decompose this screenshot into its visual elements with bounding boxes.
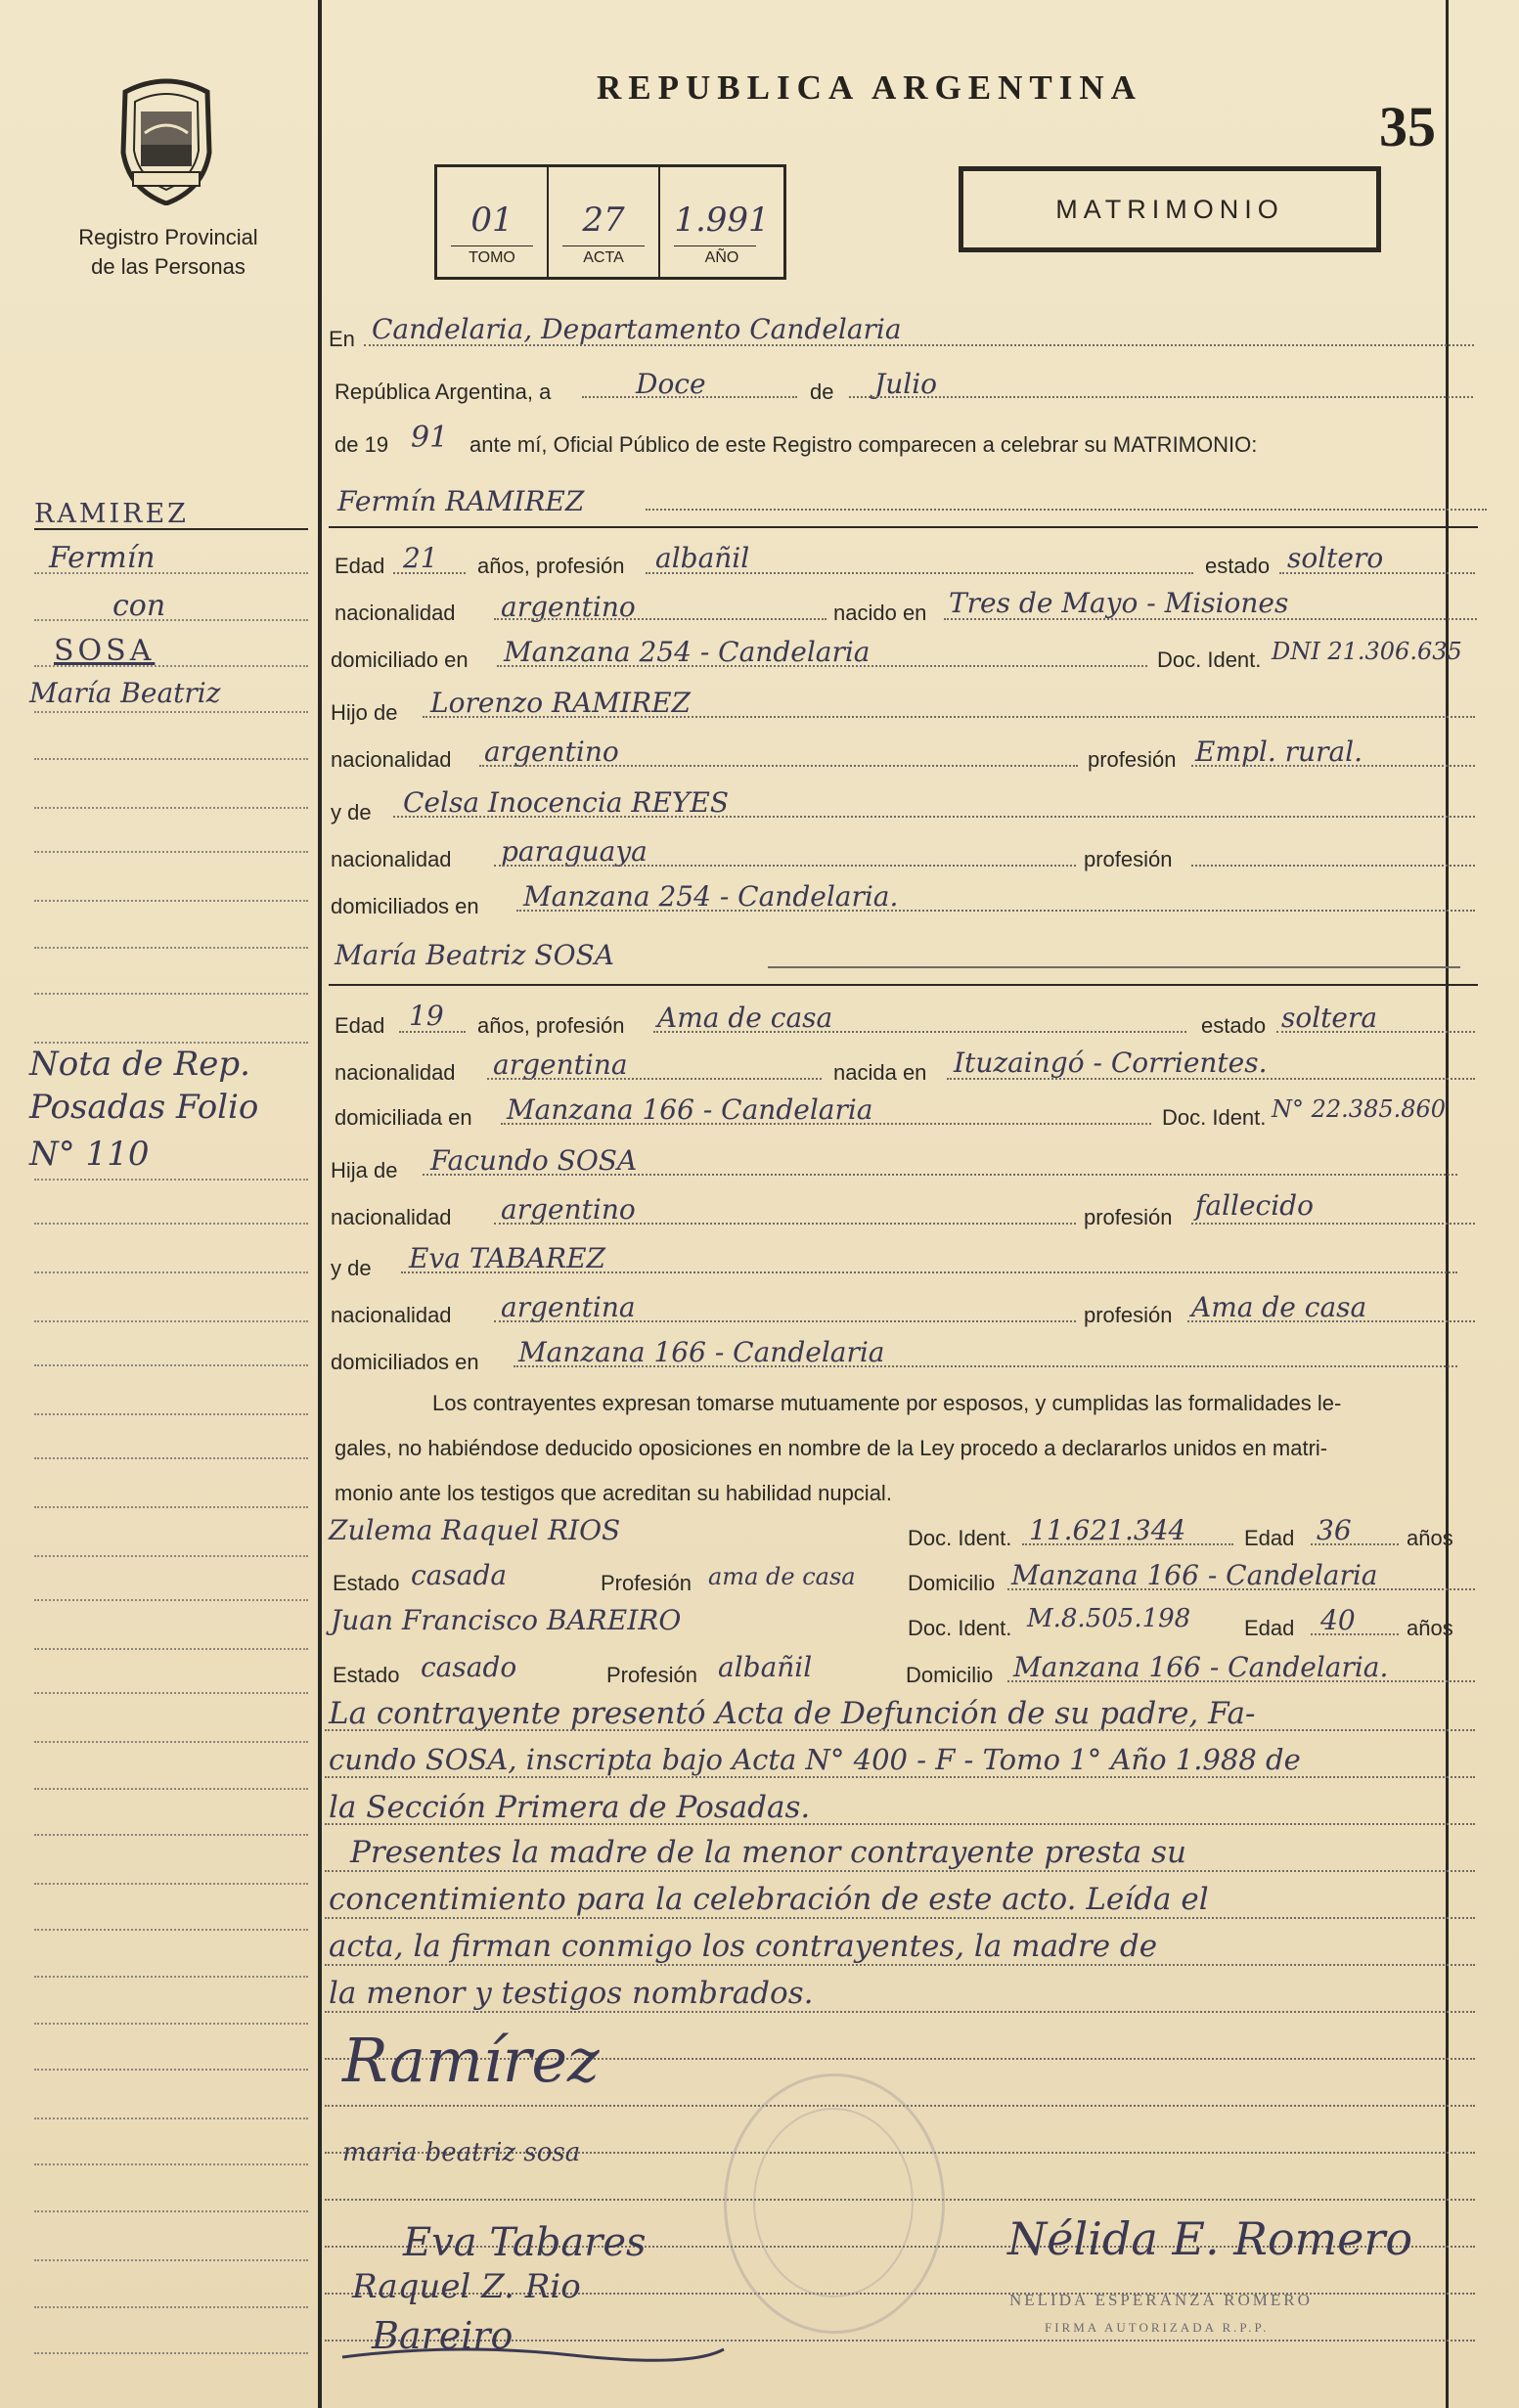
witness-2-age: 40 — [1320, 1604, 1356, 1636]
note-line-3: la Sección Primera de Posadas. — [329, 1790, 811, 1825]
margin-divider — [318, 0, 322, 2408]
witness-1-doc-label: Doc. Ident. — [908, 1526, 1012, 1550]
margin-bride-surname: SOSA — [54, 634, 156, 668]
registry-line-2: de las Personas — [91, 254, 246, 279]
bride-profession: Ama de casa — [657, 1002, 833, 1034]
bride-mother-nacionalidad-label: nacionalidad — [331, 1303, 452, 1327]
witness-1-address: Manzana 166 - Candelaria — [1011, 1559, 1378, 1591]
signature-groom: Ramírez — [342, 2025, 600, 2096]
witness-1-doc: 11.621.344 — [1029, 1514, 1186, 1546]
declaration-line-3: monio ante los testigos que acreditan su habilidad nupcial. — [335, 1481, 892, 1505]
bride-edad-label: Edad — [335, 1013, 385, 1038]
witness-2-doc-label: Doc. Ident. — [908, 1616, 1012, 1640]
groom-nacido-label: nacido en — [833, 601, 927, 625]
groom-yde-label: y de — [331, 800, 372, 825]
place-value: Candelaria, Departamento Candelaria — [372, 313, 902, 345]
note-line-5: concentimiento para la celebración de este acto. Leída el — [329, 1882, 1209, 1917]
year-suffix: 91 — [411, 421, 449, 455]
note-line-1: La contrayente presentó Acta de Defunción de su padre, Fa- — [329, 1696, 1256, 1731]
note-line-4: Presentes la madre de la menor contrayente presta su — [350, 1835, 1186, 1870]
bride-nationality: argentina — [493, 1048, 628, 1081]
groom-estado-label: estado — [1205, 554, 1271, 578]
witness-2-anos: años — [1407, 1616, 1453, 1640]
groom-mother-nacionalidad-label: nacionalidad — [331, 847, 452, 871]
misiones-seal-icon — [106, 74, 227, 205]
bride-birthplace: Ituzaingó - Corrientes. — [954, 1047, 1268, 1079]
witness-1-profesion-label: Profesión — [601, 1571, 692, 1595]
witness-1-profession: ama de casa — [708, 1563, 856, 1590]
country-title: REPUBLICA ARGENTINA — [597, 68, 1142, 107]
margin-bride-name: María Beatriz — [29, 677, 221, 709]
bride-nacida-label: nacida en — [833, 1060, 927, 1085]
bride-full-name: María Beatriz SOSA — [335, 939, 614, 971]
signature-official: Nélida E. Romero — [1007, 2212, 1413, 2265]
witness-2-profesion-label: Profesión — [606, 1663, 697, 1687]
year-prefix: de 19 — [335, 432, 389, 457]
groom-full-name: Fermín RAMIREZ — [337, 485, 585, 517]
groom-address: Manzana 254 - Candelaria — [504, 636, 871, 668]
bride-father-nationality: argentino — [501, 1193, 636, 1226]
groom-domiciliados-label: domiciliados en — [331, 894, 479, 918]
day-value: Doce — [636, 368, 706, 400]
ano-value: 1.991 — [674, 201, 770, 240]
bride-yde-label: y de — [331, 1256, 372, 1280]
witness-2-profession: albañil — [718, 1651, 813, 1683]
bride-mother-profesion-label: profesión — [1084, 1303, 1173, 1327]
witness-2-status: casado — [421, 1651, 517, 1683]
groom-mother: Celsa Inocencia REYES — [403, 786, 730, 819]
bride-father-profesion-label: profesión — [1084, 1205, 1173, 1229]
margin-groom-surname: RAMIREZ — [34, 499, 189, 529]
groom-father-profesion-label: profesión — [1088, 747, 1177, 772]
groom-father-profession: Empl. rural. — [1195, 736, 1363, 768]
note-line-2: cundo SOSA, inscripta bajo Acta N° 400 - F - Tomo 1° Año 1.988 de — [329, 1743, 1301, 1776]
official-printed-name: NELIDA ESPERANZA ROMERO — [1009, 2291, 1313, 2309]
signature-witness-2: Bareiro — [372, 2314, 514, 2357]
acta-cell — [549, 167, 660, 277]
bride-father-profession: fallecido — [1195, 1189, 1314, 1222]
bride-status: soltera — [1281, 1002, 1378, 1034]
witness-2-name: Juan Francisco BAREIRO — [331, 1604, 682, 1636]
month-value: Julio — [874, 368, 938, 400]
groom-nationality: argentino — [501, 591, 636, 623]
registry-line-1: Registro Provincial — [78, 225, 258, 249]
margin-note-2: Posadas Folio — [29, 1088, 259, 1127]
groom-domiciliado-label: domiciliado en — [331, 647, 469, 672]
groom-mother-nationality: paraguaya — [501, 835, 648, 868]
bride-father-nacionalidad-label: nacionalidad — [331, 1205, 452, 1229]
page-number: 35 — [1379, 95, 1436, 158]
groom-father-nacionalidad-label: nacionalidad — [331, 747, 452, 772]
witness-2-edad-label: Edad — [1244, 1616, 1295, 1640]
witness-1-name: Zulema Raquel RIOS — [329, 1514, 621, 1546]
margin-con: con — [112, 589, 166, 623]
bride-anos-profesion: años, profesión — [477, 1013, 625, 1038]
witness-1-status: casada — [411, 1559, 508, 1591]
witness-1-edad-label: Edad — [1244, 1526, 1295, 1550]
margin-note-1: Nota de Rep. — [29, 1045, 250, 1084]
tomo-value: 01 — [470, 201, 514, 240]
groom-edad-label: Edad — [335, 554, 385, 578]
en-label: En — [329, 327, 355, 351]
groom-doc: DNI 21.306.635 — [1272, 638, 1462, 665]
groom-doc-label: Doc. Ident. — [1157, 647, 1262, 672]
bride-father: Facundo SOSA — [430, 1144, 638, 1177]
witness-2-doc: M.8.505.198 — [1027, 1604, 1191, 1633]
groom-age: 21 — [403, 542, 438, 574]
margin-note-3: N° 110 — [29, 1135, 150, 1174]
groom-profession: albañil — [655, 542, 750, 574]
tomo-label: TOMO — [469, 249, 515, 266]
tomo-acta-ano-box — [434, 164, 786, 280]
registry-name — [51, 223, 286, 282]
bride-doc-label: Doc. Ident. — [1162, 1105, 1267, 1130]
bride-hija-label: Hija de — [331, 1158, 398, 1182]
witness-1-anos: años — [1407, 1526, 1453, 1550]
bride-doc: N° 22.385.860 — [1272, 1095, 1447, 1123]
signature-bride: maria beatriz sosa — [342, 2138, 581, 2167]
margin-groom-name: Fermín — [49, 541, 156, 575]
bride-mother-profession: Ama de casa — [1191, 1291, 1367, 1323]
document-type-box: MATRIMONIO — [959, 166, 1381, 252]
signature-flourish — [337, 2338, 729, 2367]
republica-label: República Argentina, a — [335, 379, 552, 404]
groom-father: Lorenzo RAMIREZ — [430, 687, 691, 719]
witness-1-estado-label: Estado — [333, 1571, 400, 1595]
acta-label: ACTA — [583, 249, 624, 266]
ano-label: AÑO — [704, 249, 739, 266]
acta-value: 27 — [582, 201, 625, 240]
de-label: de — [810, 379, 834, 404]
groom-father-nationality: argentino — [484, 736, 619, 768]
bride-age: 19 — [409, 1000, 444, 1032]
bride-estado-label: estado — [1201, 1013, 1267, 1038]
tomo-cell — [437, 167, 549, 277]
bride-mother: Eva TABAREZ — [409, 1242, 605, 1274]
bride-nacionalidad-label: nacionalidad — [335, 1060, 456, 1085]
bride-parents-address: Manzana 166 - Candelaria — [518, 1336, 885, 1368]
bride-domiciliados-label: domiciliados en — [331, 1350, 479, 1374]
statement-text: ante mí, Oficial Público de este Registro comparecen a celebrar su MATRIMONIO: — [469, 432, 1258, 457]
bride-address: Manzana 166 - Candelaria — [507, 1093, 873, 1126]
witness-1-age: 36 — [1317, 1514, 1352, 1546]
witness-2-estado-label: Estado — [333, 1663, 400, 1687]
groom-anos-profesion: años, profesión — [477, 554, 625, 578]
witness-1-domicilio-label: Domicilio — [908, 1571, 996, 1595]
groom-nacionalidad-label: nacionalidad — [335, 601, 456, 625]
groom-status: soltero — [1287, 542, 1384, 574]
signature-witness-1: Raquel Z. Rio — [352, 2267, 581, 2306]
groom-hijo-label: Hijo de — [331, 700, 398, 725]
note-line-6: acta, la firman conmigo los contrayentes, la madre de — [329, 1929, 1158, 1964]
witness-2-address: Manzana 166 - Candelaria. — [1013, 1651, 1389, 1683]
declaration-line-1: Los contrayentes expresan tomarse mutuamente por esposos, y cumplidas las formalidades le- — [432, 1391, 1342, 1415]
bride-mother-nationality: argentina — [501, 1291, 636, 1323]
groom-parents-address: Manzana 254 - Candelaria. — [523, 880, 899, 913]
bride-domiciliada-label: domiciliada en — [335, 1105, 472, 1130]
groom-birthplace: Tres de Mayo - Misiones — [949, 587, 1289, 619]
right-border — [1446, 0, 1449, 2408]
signature-mother: Eva Tabares — [403, 2220, 647, 2265]
note-line-7: la menor y testigos nombrados. — [329, 1976, 814, 2011]
witness-2-domicilio-label: Domicilio — [906, 1663, 994, 1687]
ano-cell — [660, 167, 783, 277]
official-caption: FIRMA AUTORIZADA R.P.P. — [1045, 2320, 1270, 2335]
groom-mother-profesion-label: profesión — [1084, 847, 1173, 871]
declaration-line-2: gales, no habiéndose deducido oposiciones en nombre de la Ley procedo a declararlos unidos en matri- — [335, 1436, 1328, 1460]
